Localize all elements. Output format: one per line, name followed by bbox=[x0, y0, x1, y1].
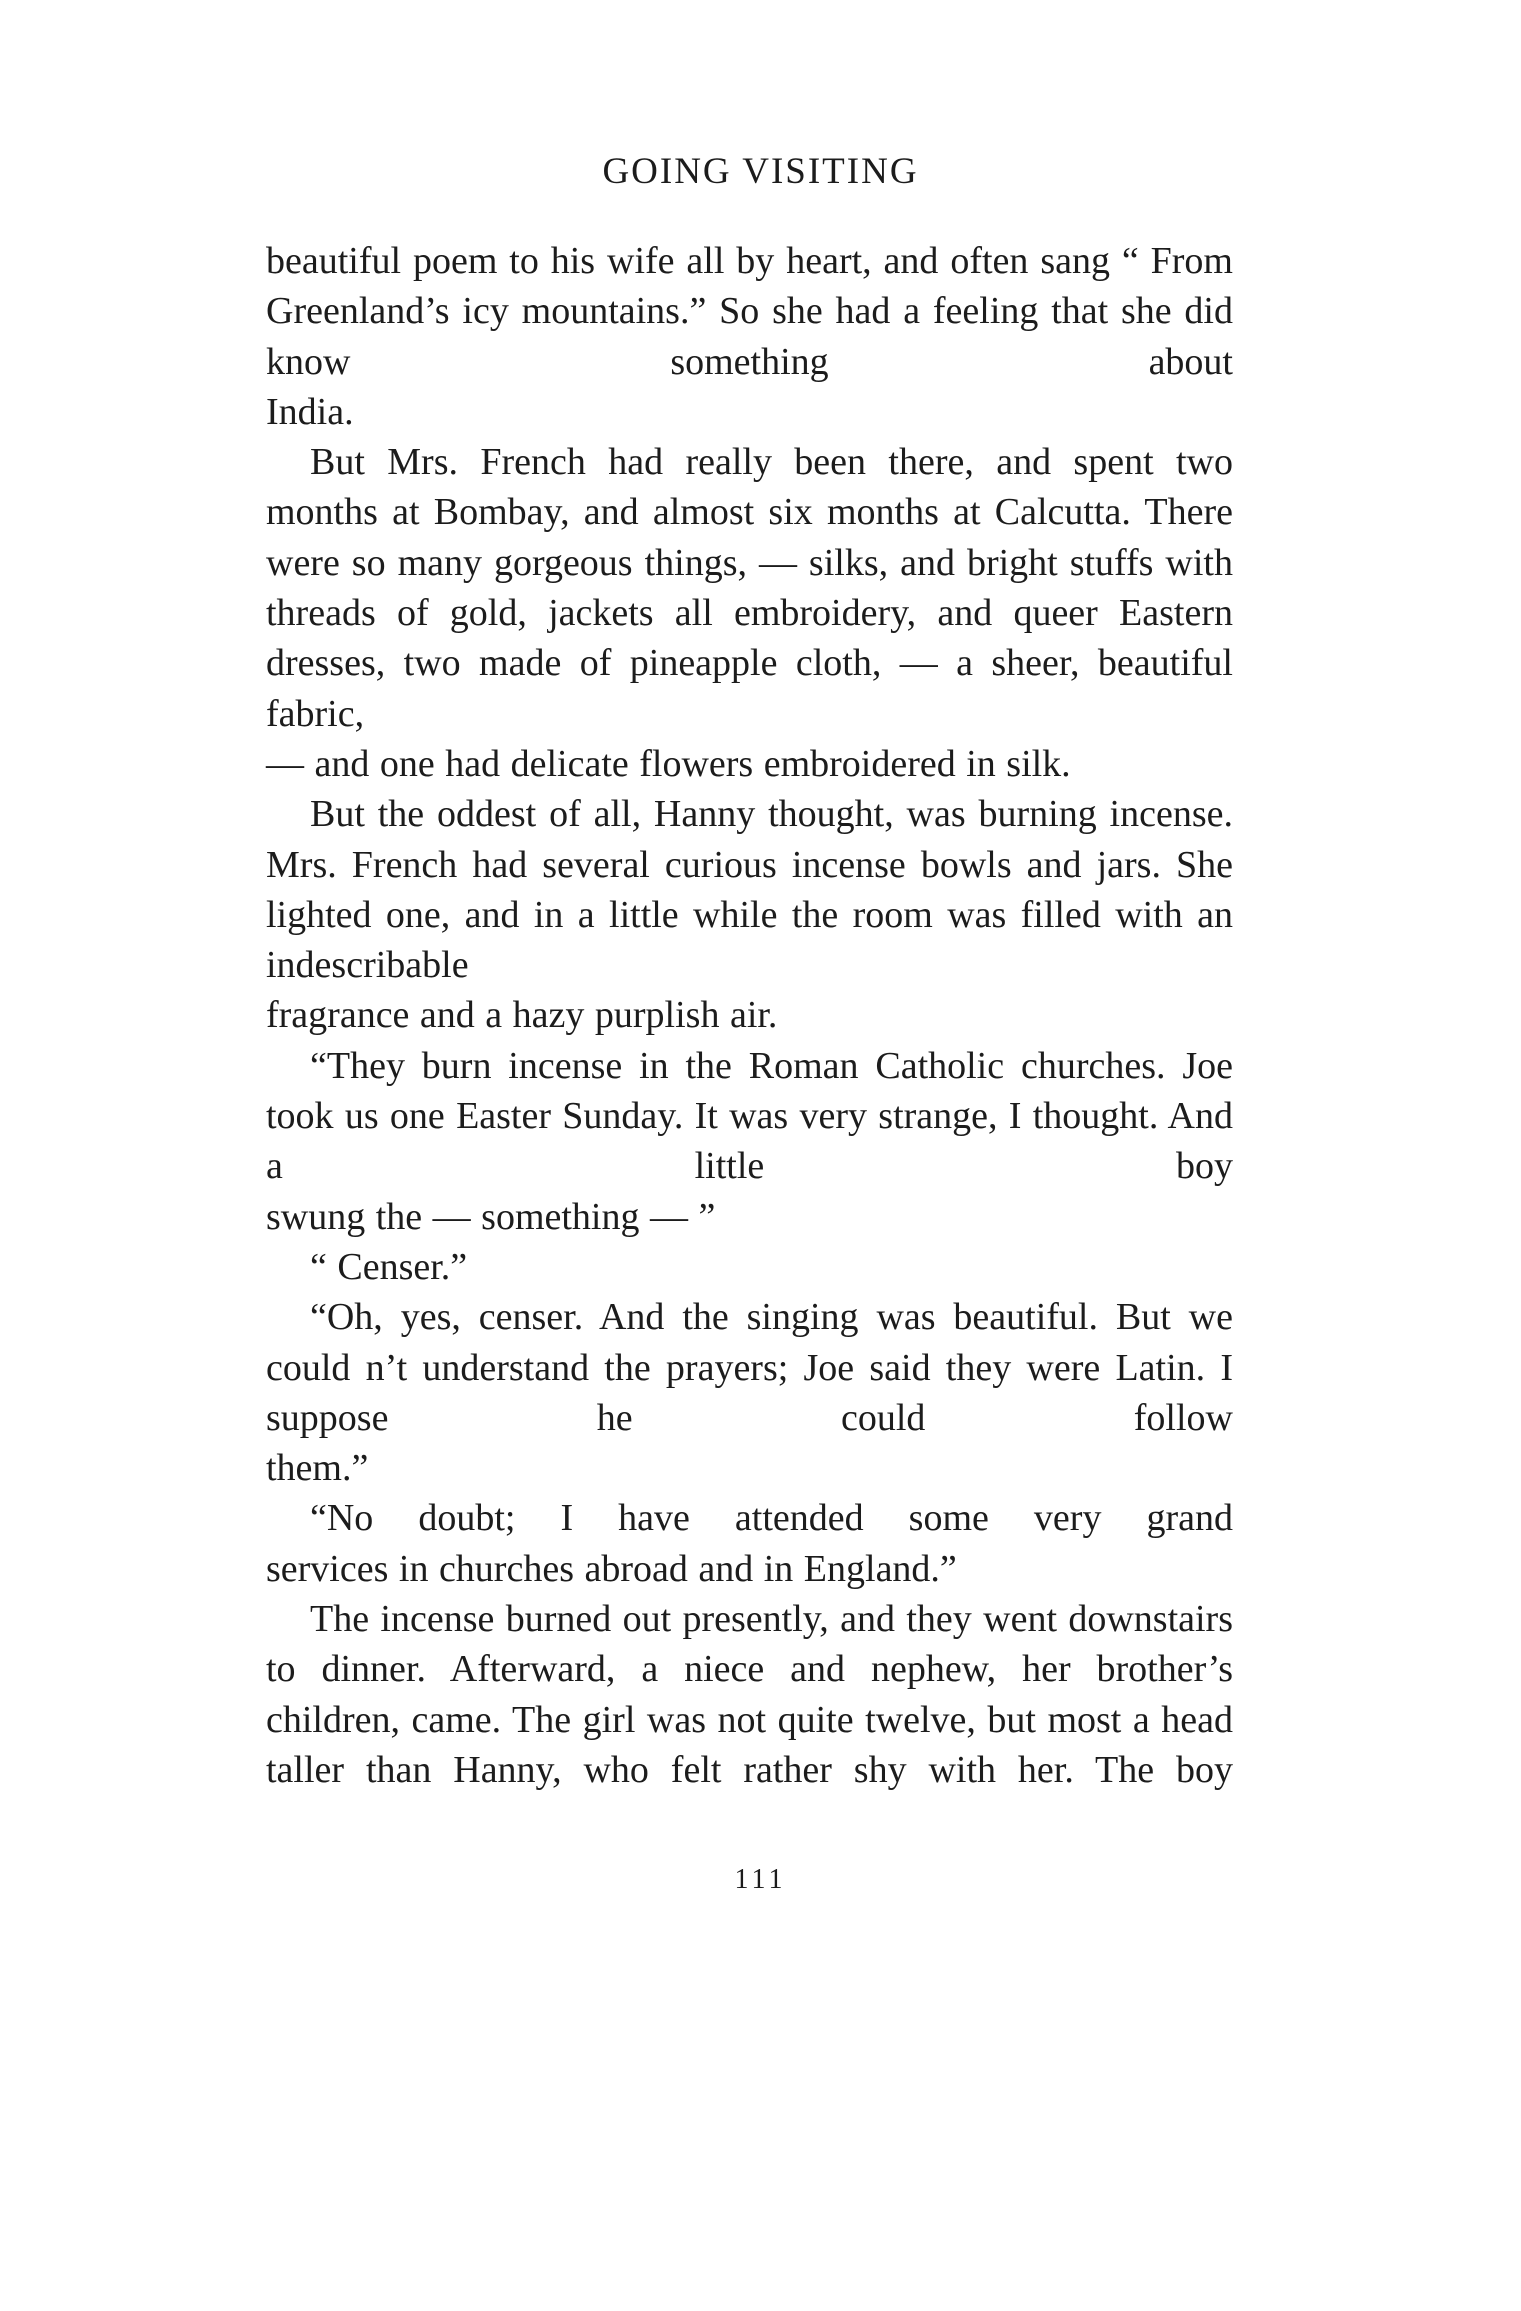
paragraph-1-text: beautiful poem to his wife all by heart, and often sang “ From Greenland’s icy mountains.” So she had a feeling that she did know something about bbox=[266, 240, 1233, 383]
paragraph-2-text: But Mrs. French had really been there, and spent two months at Bombay, and almost six months at Calcutta. There were so many gorgeous things, — silks, and bright stuffs with threads of gold, jackets all embroidery, and queer Eastern dresses, two made of pineapple cloth, — a sheer, beautiful fabric, bbox=[266, 441, 1233, 735]
paragraph-6 bbox=[266, 1292, 1233, 1493]
body-text bbox=[266, 236, 1233, 1795]
paragraph-3 bbox=[266, 789, 1233, 1040]
running-head: GOING VISITING bbox=[602, 151, 919, 192]
paragraph-2 bbox=[266, 437, 1233, 789]
paragraph-5 bbox=[266, 1242, 1233, 1292]
paragraph-2-last-line: — and one had delicate flowers embroidered in silk. bbox=[266, 742, 1071, 785]
paragraph-1 bbox=[266, 236, 1233, 437]
paragraph-4-text: “They burn incense in the Roman Catholic churches. Joe took us one Easter Sunday. It was very strange, I thought. And a little boy bbox=[266, 1044, 1233, 1188]
paragraph-1-last-line: India. bbox=[266, 390, 354, 433]
page-number: 111 bbox=[734, 1864, 787, 1895]
paragraph-7-text: “No doubt; I have attended some very grand bbox=[310, 1497, 1233, 1540]
paragraph-7-last-line: services in churches abroad and in England.” bbox=[266, 1547, 957, 1590]
paragraph-5-last-line: “ Censer.” bbox=[310, 1245, 468, 1288]
paragraph-8 bbox=[266, 1594, 1233, 1795]
paragraph-7 bbox=[266, 1493, 1233, 1594]
paragraph-3-text: But the oddest of all, Hanny thought, was burning incense. Mrs. French had several curious incense bowls and jars. She lighted one, and in a little while the room was filled with an indescribable bbox=[266, 793, 1233, 987]
paragraph-4-last-line: swung the — something — ” bbox=[266, 1195, 716, 1238]
paragraph-6-last-line: them.” bbox=[266, 1447, 369, 1490]
paragraph-3-last-line: fragrance and a hazy purplish air. bbox=[266, 994, 778, 1037]
paragraph-8-text: The incense burned out presently, and they went downstairs to dinner. Afterward, a niece and nephew, her brother’s children, came. The girl was not quite twelve, but most a head taller than Hanny, who felt rather shy with her. The boy bbox=[266, 1598, 1233, 1791]
paragraph-4 bbox=[266, 1041, 1233, 1242]
paragraph-6-text: “Oh, yes, censer. And the singing was beautiful. But we could n’t understand the prayers; Joe said they were Latin. I suppose he could follow bbox=[266, 1296, 1233, 1439]
